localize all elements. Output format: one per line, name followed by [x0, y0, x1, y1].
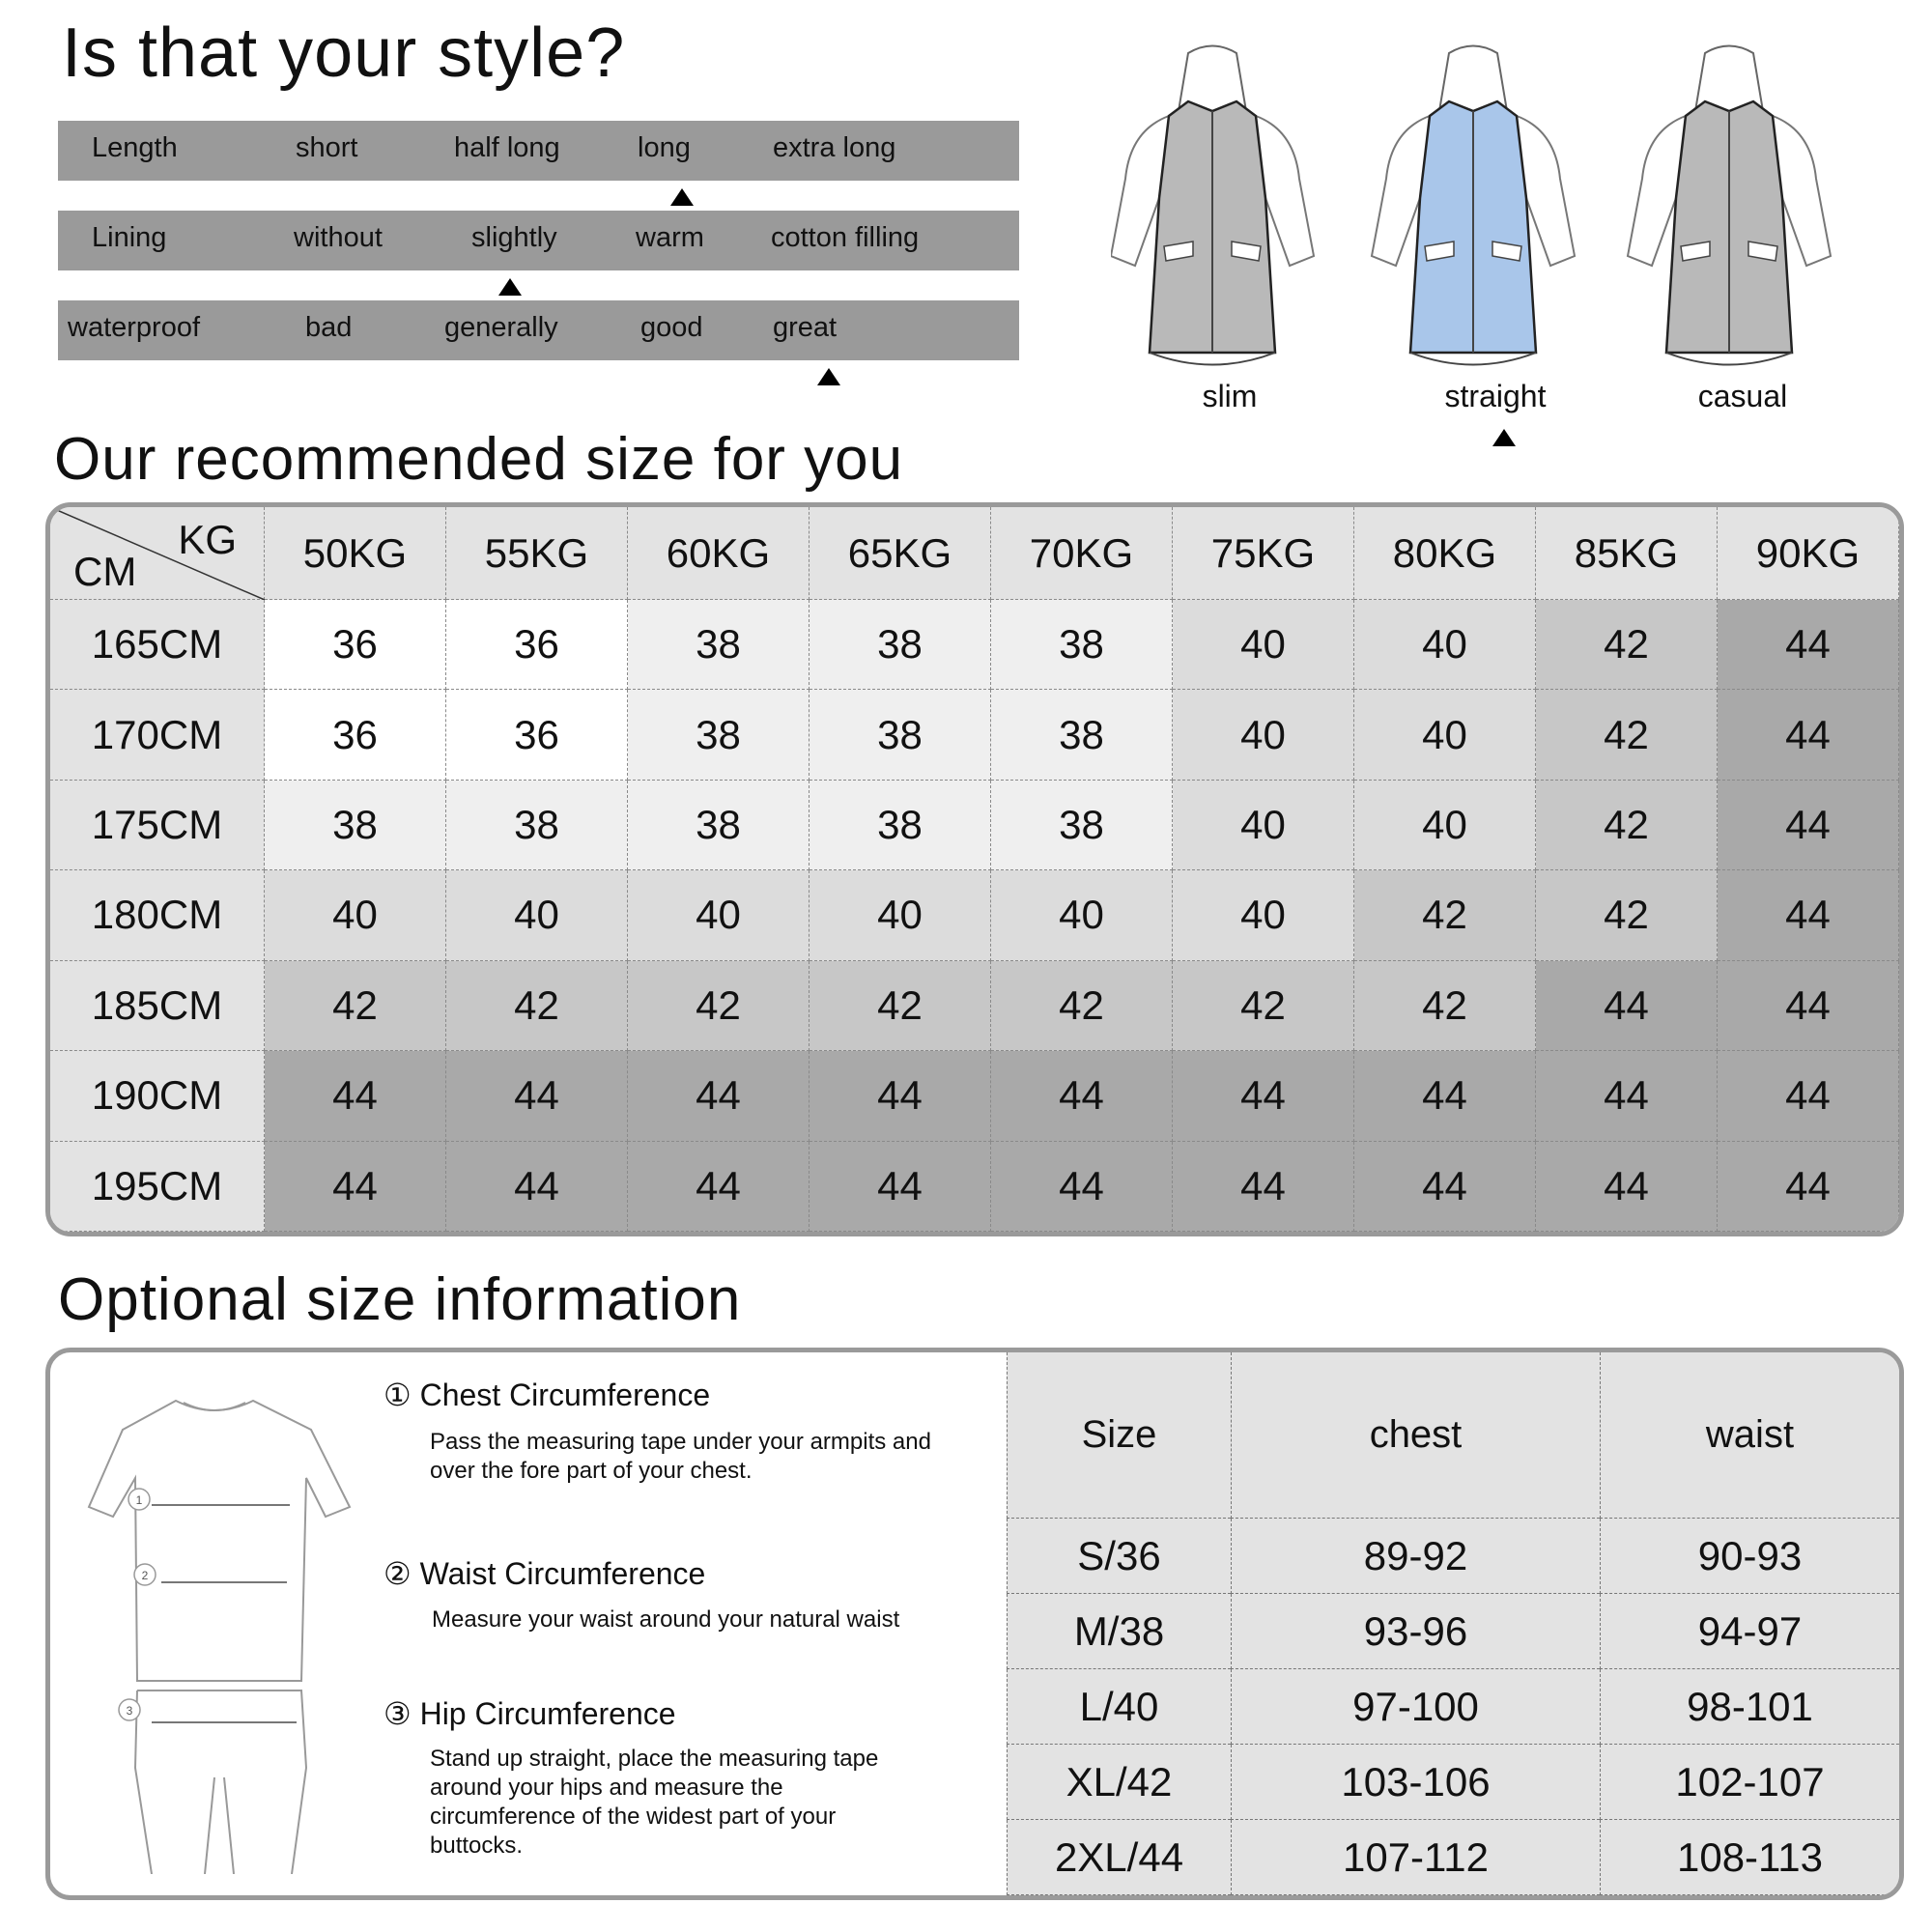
size-cell: 36	[446, 600, 628, 690]
optional-title: Optional size information	[58, 1266, 742, 1333]
measure-header: Size	[1007, 1352, 1231, 1519]
hip-number: ③	[384, 1696, 412, 1731]
hip-title	[384, 1695, 676, 1732]
measure-value: 94-97	[1600, 1594, 1899, 1669]
height-header: 195CM	[50, 1142, 265, 1232]
weight-header: 55KG	[446, 507, 628, 600]
weight-header: 50KG	[265, 507, 446, 600]
measure-size: L/40	[1007, 1669, 1231, 1745]
size-cell: 42	[1354, 961, 1536, 1051]
size-cell: 44	[265, 1051, 446, 1141]
size-cell: 44	[1718, 600, 1899, 690]
lining-option: slightly	[471, 222, 557, 253]
waterproof-option: bad	[305, 312, 353, 343]
size-cell: 44	[1718, 690, 1899, 780]
size-cell: 42	[991, 961, 1173, 1051]
size-cell: 44	[628, 1051, 810, 1141]
waterproof-option: good	[640, 312, 703, 343]
size-cell: 40	[1354, 781, 1536, 870]
size-chart	[45, 502, 1904, 1236]
size-cell: 44	[446, 1142, 628, 1232]
height-header: 180CM	[50, 870, 265, 960]
size-cell: 44	[1536, 1142, 1718, 1232]
length-option: long	[638, 132, 691, 163]
fit-label-slim: slim	[1202, 379, 1258, 413]
waterproof-label: waterproof	[68, 312, 201, 343]
size-cell: 44	[991, 1142, 1173, 1232]
measure-value: 103-106	[1231, 1745, 1600, 1820]
coat-casual	[1628, 46, 1831, 365]
size-cell: 42	[1536, 600, 1718, 690]
size-cell: 42	[265, 961, 446, 1051]
body-diagram	[70, 1391, 388, 1874]
measure-value: 108-113	[1600, 1820, 1899, 1895]
size-cell: 44	[1536, 961, 1718, 1051]
waist-text: Measure your waist around your natural waist	[432, 1606, 900, 1633]
size-title: Our recommended size for you	[54, 426, 904, 493]
coat-slim	[1111, 46, 1314, 365]
size-cell: 42	[1173, 961, 1354, 1051]
weight-header: 85KG	[1536, 507, 1718, 600]
coat-illustrations	[1111, 43, 1884, 372]
weight-header: 90KG	[1718, 507, 1899, 600]
size-cell: 42	[810, 961, 991, 1051]
size-cell: 38	[810, 781, 991, 870]
size-cell: 44	[1718, 870, 1899, 960]
style-title: Is that your style?	[62, 14, 626, 92]
measure-size: M/38	[1007, 1594, 1231, 1669]
size-cell: 44	[1718, 781, 1899, 870]
waist-number: ②	[384, 1556, 412, 1591]
weight-header: 80KG	[1354, 507, 1536, 600]
size-cell: 40	[1173, 781, 1354, 870]
length-option: short	[296, 132, 358, 163]
hip-title-text: Hip Circumference	[419, 1696, 676, 1731]
weight-header: 60KG	[628, 507, 810, 600]
waterproof-selected-marker	[817, 368, 840, 385]
optional-info-box	[45, 1348, 1904, 1900]
height-header: 190CM	[50, 1051, 265, 1141]
size-cell: 36	[265, 600, 446, 690]
size-cell: 42	[1354, 870, 1536, 960]
measure-value: 98-101	[1600, 1669, 1899, 1745]
measure-value: 102-107	[1600, 1745, 1899, 1820]
measure-size: XL/42	[1007, 1745, 1231, 1820]
measure-value: 97-100	[1231, 1669, 1600, 1745]
chest-title	[384, 1377, 710, 1413]
waist-title	[384, 1555, 705, 1592]
size-cell: 44	[1718, 961, 1899, 1051]
diagram-marker-3: 3	[126, 1704, 133, 1718]
measure-value: 93-96	[1231, 1594, 1600, 1669]
size-cell: 42	[1536, 781, 1718, 870]
size-cell: 44	[1354, 1051, 1536, 1141]
size-cell: 44	[1354, 1142, 1536, 1232]
kg-label: KG	[178, 517, 237, 562]
corner-header	[50, 507, 265, 600]
measure-value: 90-93	[1600, 1519, 1899, 1594]
length-option: extra long	[773, 132, 896, 163]
waterproof-option: generally	[444, 312, 558, 343]
coat-straight	[1372, 46, 1575, 365]
size-cell: 44	[991, 1051, 1173, 1141]
measurement-table	[1007, 1352, 1899, 1895]
size-cell: 44	[1173, 1142, 1354, 1232]
size-cell: 44	[1173, 1051, 1354, 1141]
measure-size: 2XL/44	[1007, 1820, 1231, 1895]
height-header: 170CM	[50, 690, 265, 780]
size-cell: 44	[1718, 1051, 1899, 1141]
size-cell: 38	[991, 690, 1173, 780]
waist-title-text: Waist Circumference	[419, 1556, 706, 1591]
diagram-marker-1: 1	[135, 1493, 143, 1507]
size-cell: 40	[265, 870, 446, 960]
size-cell: 38	[991, 600, 1173, 690]
measure-size: S/36	[1007, 1519, 1231, 1594]
size-cell: 38	[810, 690, 991, 780]
chest-number: ①	[384, 1378, 412, 1412]
lining-option: warm	[636, 222, 704, 253]
size-cell: 40	[1173, 870, 1354, 960]
size-cell: 44	[810, 1051, 991, 1141]
size-cell: 44	[446, 1051, 628, 1141]
size-cell: 38	[628, 781, 810, 870]
measure-value: 89-92	[1231, 1519, 1600, 1594]
fit-label-straight: straight	[1444, 379, 1547, 413]
lining-selected-marker	[498, 278, 522, 296]
lining-option: without	[294, 222, 383, 253]
size-cell: 42	[446, 961, 628, 1051]
size-cell: 36	[446, 690, 628, 780]
fit-label-casual: casual	[1697, 379, 1788, 413]
lining-option: cotton filling	[771, 222, 920, 253]
size-cell: 44	[628, 1142, 810, 1232]
length-option: half long	[454, 132, 560, 163]
height-header: 175CM	[50, 781, 265, 870]
size-cell: 38	[628, 690, 810, 780]
size-cell: 44	[1536, 1051, 1718, 1141]
measure-value: 107-112	[1231, 1820, 1600, 1895]
size-cell: 38	[446, 781, 628, 870]
height-header: 165CM	[50, 600, 265, 690]
length-selected-marker	[670, 188, 694, 206]
chest-text: Pass the measuring tape under your armpits and over the fore part of your chest.	[430, 1429, 931, 1484]
size-cell: 36	[265, 690, 446, 780]
size-cell: 38	[628, 600, 810, 690]
diagram-marker-2: 2	[141, 1569, 149, 1582]
size-cell: 40	[1354, 690, 1536, 780]
weight-header: 75KG	[1173, 507, 1354, 600]
size-cell: 40	[991, 870, 1173, 960]
cm-label: CM	[73, 549, 137, 594]
weight-header: 70KG	[991, 507, 1173, 600]
height-header: 185CM	[50, 961, 265, 1051]
size-cell: 44	[1718, 1142, 1899, 1232]
size-cell: 40	[810, 870, 991, 960]
hip-text: Stand up straight, place the measuring tape around your hips and measure the circumference of the widest part of your buttocks.	[430, 1746, 879, 1859]
size-cell: 40	[1173, 690, 1354, 780]
size-cell: 38	[265, 781, 446, 870]
measure-header: waist	[1600, 1352, 1899, 1519]
fit-selected-marker	[1492, 429, 1516, 446]
size-cell: 38	[810, 600, 991, 690]
size-cell: 44	[810, 1142, 991, 1232]
size-cell: 40	[446, 870, 628, 960]
size-cell: 38	[991, 781, 1173, 870]
size-cell: 40	[1354, 600, 1536, 690]
waterproof-option: great	[773, 312, 838, 343]
size-cell: 40	[1173, 600, 1354, 690]
size-cell: 42	[1536, 870, 1718, 960]
size-cell: 40	[628, 870, 810, 960]
size-cell: 44	[265, 1142, 446, 1232]
lining-label: Lining	[92, 222, 167, 253]
chest-title-text: Chest Circumference	[419, 1378, 711, 1412]
length-label: Length	[92, 132, 178, 163]
size-cell: 42	[1536, 690, 1718, 780]
measure-header: chest	[1231, 1352, 1600, 1519]
size-cell: 42	[628, 961, 810, 1051]
weight-header: 65KG	[810, 507, 991, 600]
